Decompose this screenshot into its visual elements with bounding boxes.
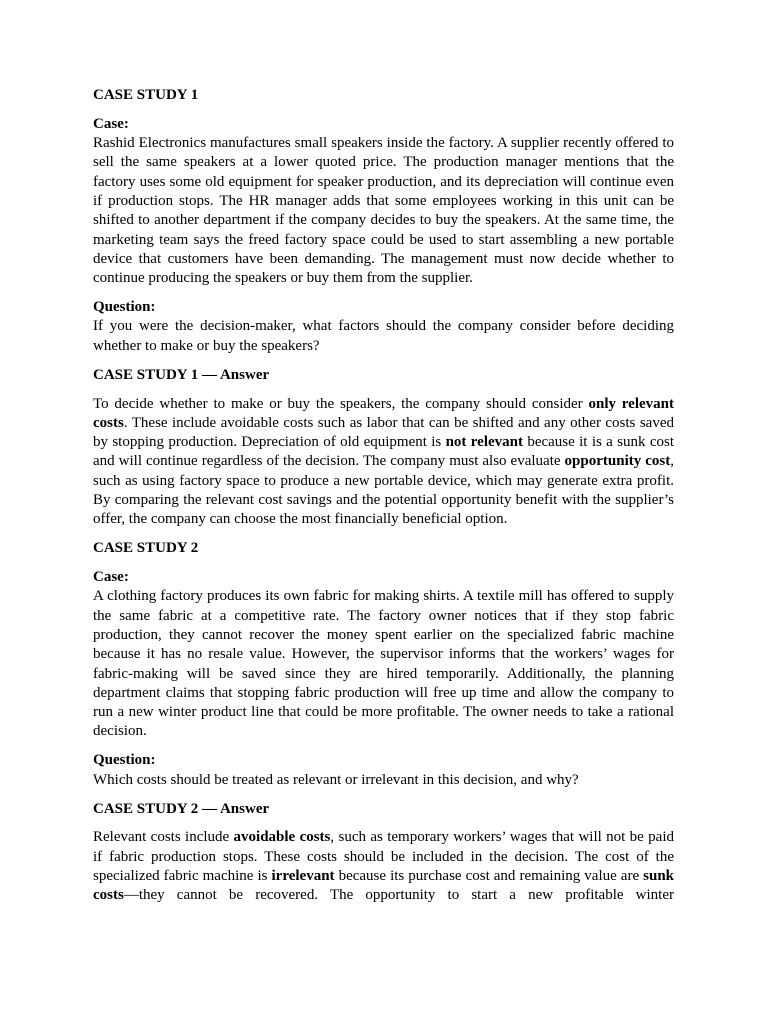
question-text: If you were the decision-maker, what factors should the company consider before deciding whether to make or buy the speakers? [93,318,674,354]
answer-text: , such as temporary workers’ wages that will not be paid if fabric production stops. These costs should be included in the decision. The cost of the specialized fabric machine is [93,829,674,885]
answer-emphasis: only relevant costs [93,395,675,431]
case-study-1-case [93,115,674,289]
answer-text: —they cannot be recovered. The opportunity to start a new profitable winter [123,887,674,904]
question-label: Question: [93,299,156,316]
answer-emphasis: opportunity cost [564,453,671,470]
case-study-2-heading: CASE STUDY 2 [93,540,199,557]
case-study-2-case [93,568,674,742]
answer-text: . These include avoidable costs such as labor that can be shifted and any other costs saved by stopping production. Depreciation of old equipment is [93,414,674,451]
case-study-1-answer [93,395,674,530]
answer-emphasis: irrelevant [271,868,335,885]
case-study-1-answer-heading: CASE STUDY 1 — Answer [93,366,270,383]
answer-emphasis: sunk costs [93,868,675,904]
case-label: Case: [93,569,129,586]
answer-emphasis: avoidable costs [233,829,331,846]
answer-text: , such as using factory space to produce a new portable device, which may generate extra profit. By comparing the relevant cost savings and the potential opportunity benefit with the supplier’s offer, the company can choose the most financially beneficial option. [93,453,674,528]
case-study-2-answer [93,828,674,905]
case-text: A clothing factory produces its own fabric for making shirts. A textile mill has offered to supply the same fabric at a competitive rate. The factory owner notices that if they stop fabric production, they cannot recover the money spent earlier on the specialized fabric machine because it has no resale value. However, the supervisor informs that the workers’ wages for fabric-making will be saved since they are hired temporarily. Additionally, the planning department claims that stopping fabric production will free up time and allow the company to run a new winter product line that could be more profitable. The owner needs to take a rational decision. [93,588,674,740]
case-text: Rashid Electronics manufactures small speakers inside the factory. A supplier recently offered to sell the same speakers at a lower quoted price. The production manager mentions that the factory uses some old equipment for speaker production, and its depreciation will continue even if production stops. The HR manager adds that some employees working in this unit can be shifted to another department if the company decides to buy the speakers. At the same time, the marketing team says the freed factory space could be used to start assembling a new portable device that customers have been demanding. The management must now decide whether to continue producing the speakers or buy them from the supplier. [93,135,674,287]
answer-text: To decide whether to make or buy the speakers, the company should consider [93,395,589,412]
answer-emphasis: not relevant [445,434,523,451]
case-study-2-answer-heading: CASE STUDY 2 — Answer [93,800,270,817]
document-page [93,86,674,915]
case-label: Case: [93,115,129,132]
question-label: Question: [93,752,156,769]
case-study-1-heading: CASE STUDY 1 [93,87,199,103]
answer-text: because it is a sunk cost and will continue regardless of the decision. The company must also evaluate [93,434,675,470]
question-text: Which costs should be treated as relevant or irrelevant in this decision, and why? [93,771,579,788]
case-study-1-question [93,298,674,356]
case-study-2-question [93,751,674,790]
answer-text: Relevant costs include [93,829,234,846]
answer-text: because its purchase cost and remaining value are [334,868,644,885]
